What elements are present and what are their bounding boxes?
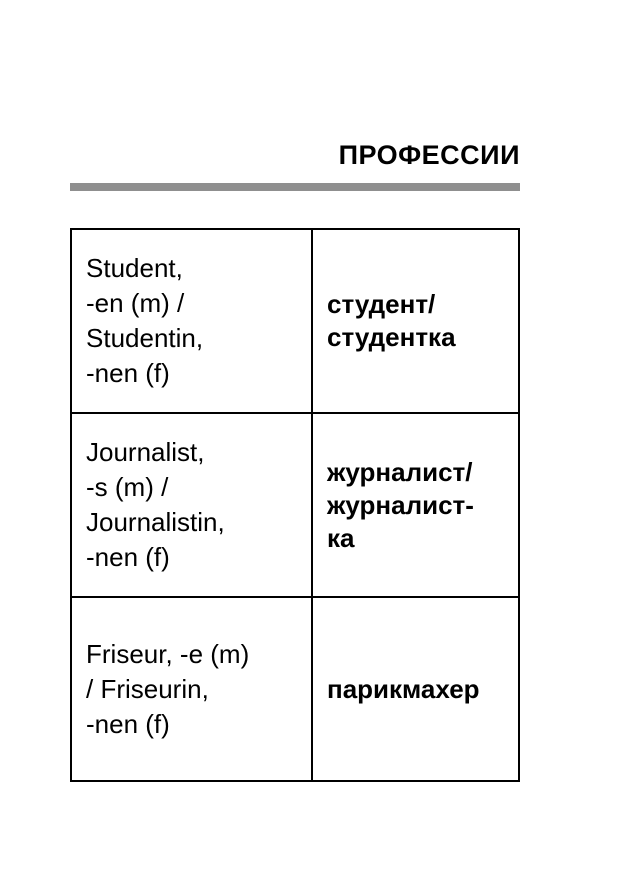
- heading-rule: [70, 183, 520, 191]
- russian-translation: парикмахер: [312, 597, 519, 781]
- german-term: Journalist, -s (m) / Journalistin, -nen (f): [71, 413, 312, 597]
- german-term: Friseur, -e (m) / Friseurin, -nen (f): [71, 597, 312, 781]
- page-title: ПРОФЕССИИ: [338, 140, 520, 170]
- table-row: [71, 597, 519, 781]
- table-row: [71, 413, 519, 597]
- russian-translation: журналист/ журналист- ка: [312, 413, 519, 597]
- russian-translation: студент/ студентка: [312, 229, 519, 413]
- table-row: [71, 229, 519, 413]
- german-term: Student, -en (m) / Studentin, -nen (f): [71, 229, 312, 413]
- vocabulary-table: [70, 228, 520, 782]
